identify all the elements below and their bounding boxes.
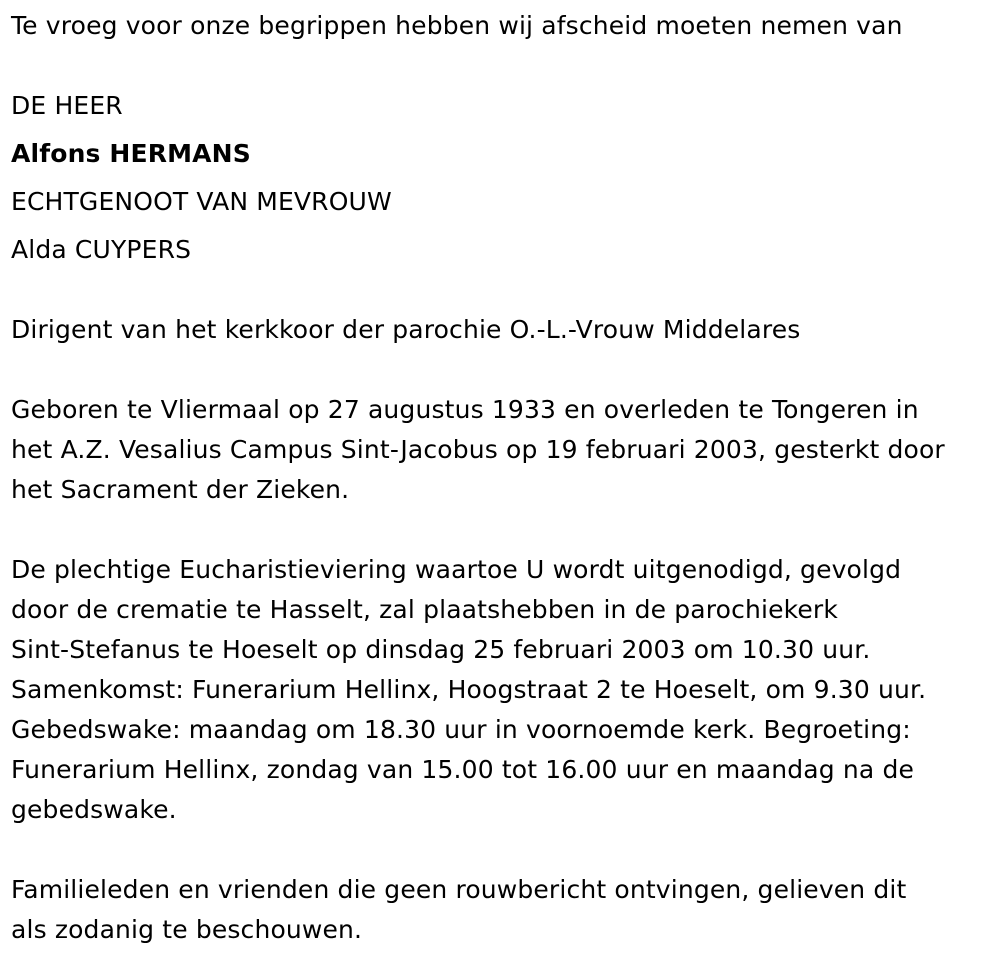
birth-death-line: het A.Z. Vesalius Campus Sint-Jacobus op 19 februari 2003, gesterkt door	[11, 435, 945, 464]
deceased-name: Alfons HERMANS	[11, 139, 251, 168]
birth-death-line: het Sacrament der Zieken.	[11, 475, 350, 504]
ceremony-line: De plechtige Eucharistieviering waartoe U wordt uitgenodigd, gevolgd	[11, 555, 902, 584]
ceremony-line: Samenkomst: Funerarium Hellinx, Hoogstraat 2 te Hoeselt, om 9.30 uur.	[11, 675, 927, 704]
ceremony-line: Sint-Stefanus te Hoeselt op dinsdag 25 februari 2003 om 10.30 uur.	[11, 635, 871, 664]
role-text: Dirigent van het kerkkoor der parochie O.-L.-Vrouw Middelares	[11, 315, 801, 344]
closing-line: als zodanig te beschouwen.	[11, 915, 363, 944]
closing-line: Familieleden en vrienden die geen rouwbericht ontvingen, gelieven dit	[11, 875, 907, 904]
ceremony-line: Gebedswake: maandag om 18.30 uur in voornoemde kerk. Begroeting:	[11, 715, 911, 744]
ceremony-line: Funerarium Hellinx, zondag van 15.00 tot 16.00 uur en maandag na de	[11, 755, 914, 784]
spouse-name: Alda CUYPERS	[11, 235, 192, 264]
honorific-title: DE HEER	[11, 91, 123, 120]
ceremony-line: gebedswake.	[11, 795, 177, 824]
intro-text: Te vroeg voor onze begrippen hebben wij afscheid moeten nemen van	[11, 11, 903, 40]
ceremony-line: door de crematie te Hasselt, zal plaatshebben in de parochiekerk	[11, 595, 838, 624]
birth-death-line: Geboren te Vliermaal op 27 augustus 1933 en overleden te Tongeren in	[11, 395, 919, 424]
spouse-label: ECHTGENOOT VAN MEVROUW	[11, 187, 392, 216]
